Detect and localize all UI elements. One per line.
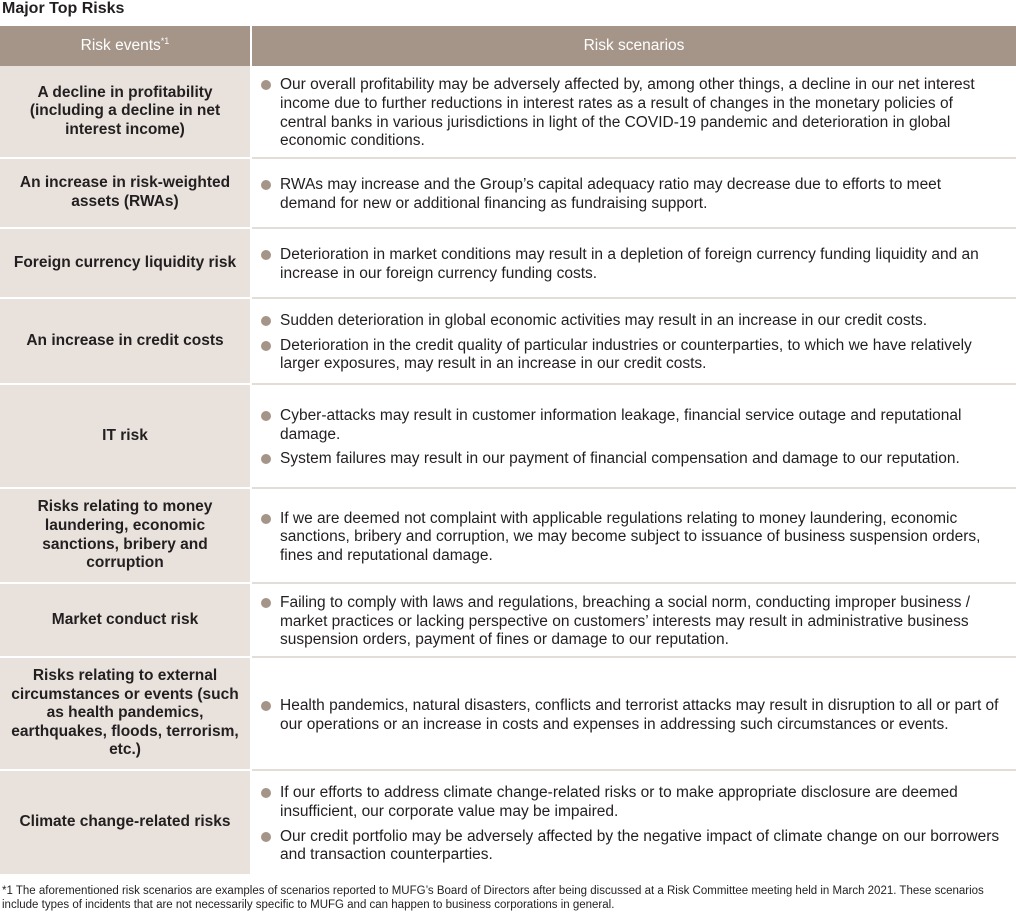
bullet-dot-icon (261, 250, 271, 260)
bullet-dot-icon (261, 788, 271, 798)
scenario-text: System failures may result in our payment of financial compensation and damage to our reputation. (280, 450, 960, 468)
risk-scenarios-cell (251, 228, 1016, 298)
risk-scenarios-cell (251, 583, 1016, 657)
scenario-text: RWAs may increase and the Group’s capital adequacy ratio may decrease due to efforts to meet demand for new or additional financing as fundraising support. (280, 176, 942, 212)
risk-scenarios-cell (251, 298, 1016, 384)
table-row (0, 228, 1016, 298)
bullet-dot-icon (261, 701, 271, 711)
table-row (0, 384, 1016, 488)
risk-scenarios-cell (251, 384, 1016, 488)
bullet-dot-icon (261, 454, 271, 464)
bullet-dot-icon (261, 598, 271, 608)
risk-event-cell: An increase in credit costs (0, 298, 251, 384)
scenario-item (260, 312, 1000, 331)
scenario-text: If we are deemed not complaint with applicable regulations relating to money laundering, economic sanctions, bribery and corruption, we may become subject to issuance of business suspension orders, fines and reputational damage. (280, 509, 981, 564)
scenario-text: Failing to comply with laws and regulations, breaching a social norm, conducting improper business / market practices or lacking perspective on customers’ interests may result in administrative business suspension orders, payment of fines or damage to our reputation. (280, 594, 971, 649)
risk-event-cell: Market conduct risk (0, 583, 251, 657)
risk-scenarios-cell (251, 488, 1016, 583)
bullet-dot-icon (261, 514, 271, 524)
risk-scenarios-cell (251, 66, 1016, 158)
risk-event-cell: Risks relating to money laundering, economic sanctions, bribery and corruption (0, 488, 251, 583)
risk-event-cell: Climate change-related risks (0, 770, 251, 874)
table-row (0, 66, 1016, 158)
table-row (0, 158, 1016, 228)
bullet-dot-icon (261, 316, 271, 326)
scenario-text: Sudden deterioration in global economic activities may result in an increase in our credit costs. (280, 312, 928, 330)
scenario-item (260, 697, 1000, 734)
risk-event-cell: A decline in profitability (including a decline in net interest income) (0, 66, 251, 158)
table-row (0, 488, 1016, 583)
scenario-text: Cyber-attacks may result in customer information leakage, financial service outage and reputational damage. (280, 407, 962, 443)
scenario-text: Our credit portfolio may be adversely affected by the negative impact of climate change on our borrowers and transaction counterparties. (280, 827, 1000, 864)
scenario-item (260, 828, 1000, 865)
scenario-item (260, 176, 1000, 213)
risk-event-cell: Foreign currency liquidity risk (0, 228, 251, 298)
bullet-dot-icon (261, 832, 271, 842)
risk-event-cell: Risks relating to external circumstances or events (such as health pandemics, earthquakes, floods, terrorism, etc.) (0, 657, 251, 770)
bullet-dot-icon (261, 411, 271, 421)
scenario-text: Deterioration in the credit quality of particular industries or counterparties, to which we have relatively larger exposures, may result in an increase in our credit costs. (280, 336, 972, 373)
scenario-item (260, 337, 1000, 374)
scenario-text: Our overall profitability may be adversely affected by, among other things, a decline in our net interest income due to further reductions in interest rates as a result of changes in the monetary policies of central banks in various jurisdictions in light of the COVID-19 pandemic and deterioration in global economic conditions. (280, 76, 975, 150)
footnote: *1 The aforementioned risk scenarios are examples of scenarios reported to MUFG’s Board of Directors after being discussed at a Risk Committee meeting held in March 2021. These scenarios include types of incidents that are not necessarily specific to MUFG and can happen to business corporations in general. (2, 885, 984, 911)
risk-scenarios-cell (251, 158, 1016, 228)
bullet-dot-icon (261, 341, 271, 351)
risk-scenarios-cell (251, 770, 1016, 874)
bullet-dot-icon (261, 80, 271, 90)
scenario-item (260, 407, 1000, 444)
scenario-item (260, 510, 1000, 566)
scenario-item (260, 594, 1000, 650)
risk-scenarios-cell (251, 657, 1016, 770)
scenario-text: If our efforts to address climate change-related risks or to make appropriate disclosure are deemed insufficient, our corporate value may be impaired. (280, 784, 958, 820)
header-risk-events-label: Risk events (80, 37, 161, 55)
risk-event-cell: An increase in risk-weighted assets (RWAs) (0, 158, 251, 228)
scenario-text: Deterioration in market conditions may result in a depletion of foreign currency funding liquidity and an increase in our foreign currency funding costs. (280, 246, 979, 282)
header-footnote-marker: *1 (160, 36, 170, 47)
table-row (0, 657, 1016, 770)
table-row (0, 298, 1016, 384)
header-risk-events (0, 26, 251, 66)
scenario-item (260, 246, 1000, 283)
page-title: Major Top Risks (2, 0, 125, 17)
bullet-dot-icon (261, 180, 271, 190)
table-row (0, 770, 1016, 874)
header-risk-scenarios: Risk scenarios (251, 26, 1016, 66)
table-row (0, 583, 1016, 657)
table-header-row (0, 26, 1016, 66)
scenario-item (260, 450, 1000, 469)
risk-event-cell: IT risk (0, 384, 251, 488)
scenario-item (260, 784, 1000, 821)
risk-table (0, 26, 1016, 874)
scenario-text: Health pandemics, natural disasters, conflicts and terrorist attacks may result in disruption to all or part of our operations or an increase in costs and expenses in addressing such circumstances or events. (280, 696, 999, 733)
scenario-item (260, 76, 1000, 150)
